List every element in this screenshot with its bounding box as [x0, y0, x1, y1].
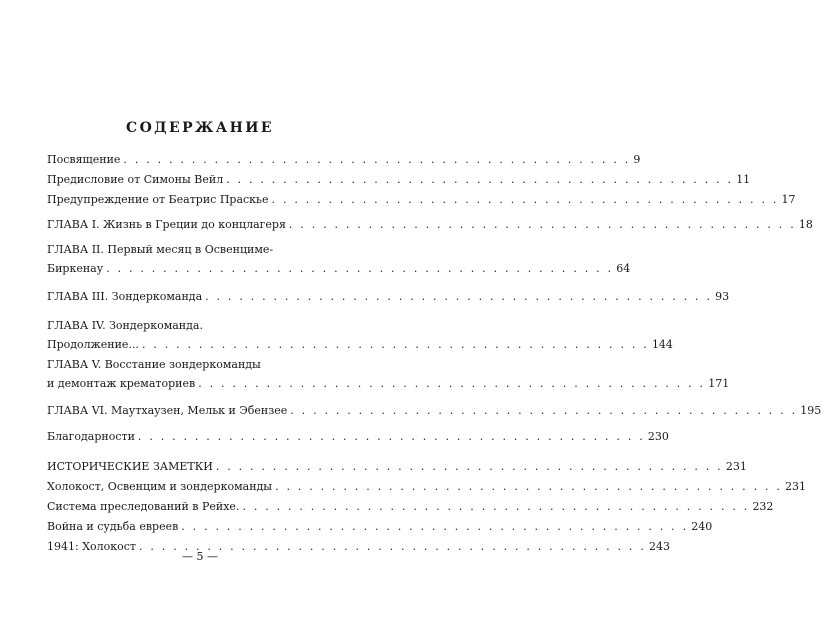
toc-entry — [47, 427, 669, 446]
toc-entry-line — [47, 401, 821, 420]
toc-leader-dots: . . . . . . . . . . . . . . . . . . . . . . . . . . . . . . . . . . . . . . . . . . . . . — [106, 262, 614, 275]
toc-entry-line — [47, 427, 669, 446]
toc-entry-line — [47, 517, 713, 536]
toc-page-number: 230 — [647, 430, 669, 443]
toc-entry-title: Холокост, Освенцим и зондеркоманды — [47, 480, 273, 493]
toc-entry-line — [47, 215, 813, 234]
toc-entry-title: Биркенау — [47, 262, 104, 275]
toc-entry-title: Посвящение — [47, 153, 121, 166]
toc-entry-title: ГЛАВА V. Восстание зондеркоманды — [47, 358, 261, 371]
toc-entry-title: Предупреждение от Беатрис Праскье — [47, 193, 269, 206]
toc-page-number: 93 — [715, 290, 730, 303]
toc-entry — [47, 477, 807, 496]
toc-page-number: 232 — [752, 500, 774, 513]
toc-entry-line — [47, 170, 751, 189]
toc-leader-dots: . . . . . . . . . . . . . . . . . . . . . . . . . . . . . . . . . . . . . . . . . . . . . — [139, 540, 647, 553]
toc-entry-line-wrap — [47, 316, 321, 335]
toc-entry-line — [47, 287, 730, 306]
toc-page-number: 171 — [708, 377, 730, 390]
toc-entry-line — [47, 497, 774, 516]
toc-leader-dots: . . . . . . . . . . . . . . . . . . . . . . . . . . . . . . . . . . . . . . . . . . . . . — [141, 338, 649, 351]
toc-page-number: 17 — [781, 193, 796, 206]
toc-entry-title: Предисловие от Симоны Вейл — [47, 173, 224, 186]
toc-leader-dots: . . . . . . . . . . . . . . . . . . . . . . . . . . . . . . . . . . . . . . . . . . . . . — [288, 218, 796, 231]
toc-page-number: 231 — [725, 460, 747, 473]
toc-page-number: 11 — [736, 173, 751, 186]
toc-entry-line — [47, 259, 631, 278]
toc-leader-dots: . . . . . . . . . . . . . . . . . . . . . . . . . . . . . . . . . . . . . . . . . . . . . — [198, 377, 706, 390]
toc-leader-dots: . . . . . . . . . . . . . . . . . . . . . . . . . . . . . . . . . . . . . . . . . . . . . — [181, 520, 689, 533]
toc-page-number: 231 — [785, 480, 807, 493]
toc-page-number: 144 — [651, 338, 673, 351]
toc-page-number: 9 — [633, 153, 641, 166]
toc-entry — [47, 170, 751, 189]
toc-entry-title: ИСТОРИЧЕСКИЕ ЗАМЕТКИ — [47, 460, 213, 473]
toc-entry — [47, 401, 821, 420]
toc-entry — [47, 457, 747, 476]
toc-entry — [47, 517, 713, 536]
toc-entry-line — [47, 190, 796, 209]
toc-leader-dots: . . . . . . . . . . . . . . . . . . . . . . . . . . . . . . . . . . . . . . . . . . . . . — [205, 290, 713, 303]
toc-entry — [47, 215, 813, 234]
toc-entry — [47, 240, 631, 278]
toc-page-number: 64 — [616, 262, 631, 275]
toc-entry — [47, 316, 673, 354]
toc-entry-title: Система преследований в Рейхе. — [47, 500, 240, 513]
toc-leader-dots: . . . . . . . . . . . . . . . . . . . . . . . . . . . . . . . . . . . . . . . . . . . . . — [275, 480, 783, 493]
toc-entry-title: 1941: Холокост — [47, 540, 137, 553]
toc-entry — [47, 190, 796, 209]
toc-page-number: 18 — [798, 218, 813, 231]
toc-entry-line-wrap — [47, 355, 321, 374]
toc-entry-title: ГЛАВА I. Жизнь в Греции до концлагеря — [47, 218, 286, 231]
toc-leader-dots: . . . . . . . . . . . . . . . . . . . . . . . . . . . . . . . . . . . . . . . . . . . . . — [123, 153, 631, 166]
toc-leader-dots: . . . . . . . . . . . . . . . . . . . . . . . . . . . . . . . . . . . . . . . . . . . . . — [226, 173, 734, 186]
toc-entry-title: Продолжение... — [47, 338, 139, 351]
toc-entry-title: и демонтаж крематориев — [47, 377, 196, 390]
toc-entry-title: Война и судьба евреев — [47, 520, 179, 533]
toc-entry — [47, 355, 730, 393]
toc-leader-dots: . . . . . . . . . . . . . . . . . . . . . . . . . . . . . . . . . . . . . . . . . . . . . — [242, 500, 750, 513]
toc-entry-line-wrap — [47, 240, 321, 259]
toc-entry-line — [47, 374, 730, 393]
toc-page-number: 243 — [649, 540, 671, 553]
toc-entry-title: ГЛАВА IV. Зондеркоманда. — [47, 319, 203, 332]
toc-entry-title: ГЛАВА VI. Маутхаузен, Мельк и Эбензее — [47, 404, 288, 417]
toc-leader-dots: . . . . . . . . . . . . . . . . . . . . . . . . . . . . . . . . . . . . . . . . . . . . . — [271, 193, 779, 206]
toc-entry — [47, 150, 641, 169]
toc-entry-title: Благодарности — [47, 430, 135, 443]
toc-page-number: 195 — [800, 404, 821, 417]
toc-entry — [47, 287, 730, 306]
toc-entry-line — [47, 335, 673, 354]
toc-entry-title: ГЛАВА III. Зондеркоманда — [47, 290, 203, 303]
toc-entry-line — [47, 150, 641, 169]
page-title: СОДЕРЖАНИЕ — [126, 120, 274, 136]
page-number: — 5 — — [182, 550, 218, 563]
toc-page-number: 240 — [691, 520, 713, 533]
toc-entry-line — [47, 477, 807, 496]
toc-entry-title: ГЛАВА II. Первый месяц в Освенциме- — [47, 243, 274, 256]
toc-leader-dots: . . . . . . . . . . . . . . . . . . . . . . . . . . . . . . . . . . . . . . . . . . . . . — [215, 460, 723, 473]
toc-entry — [47, 497, 774, 516]
toc-leader-dots: . . . . . . . . . . . . . . . . . . . . . . . . . . . . . . . . . . . . . . . . . . . . . — [290, 404, 798, 417]
toc-entry-line — [47, 457, 747, 476]
toc-leader-dots: . . . . . . . . . . . . . . . . . . . . . . . . . . . . . . . . . . . . . . . . . . . . . — [137, 430, 645, 443]
